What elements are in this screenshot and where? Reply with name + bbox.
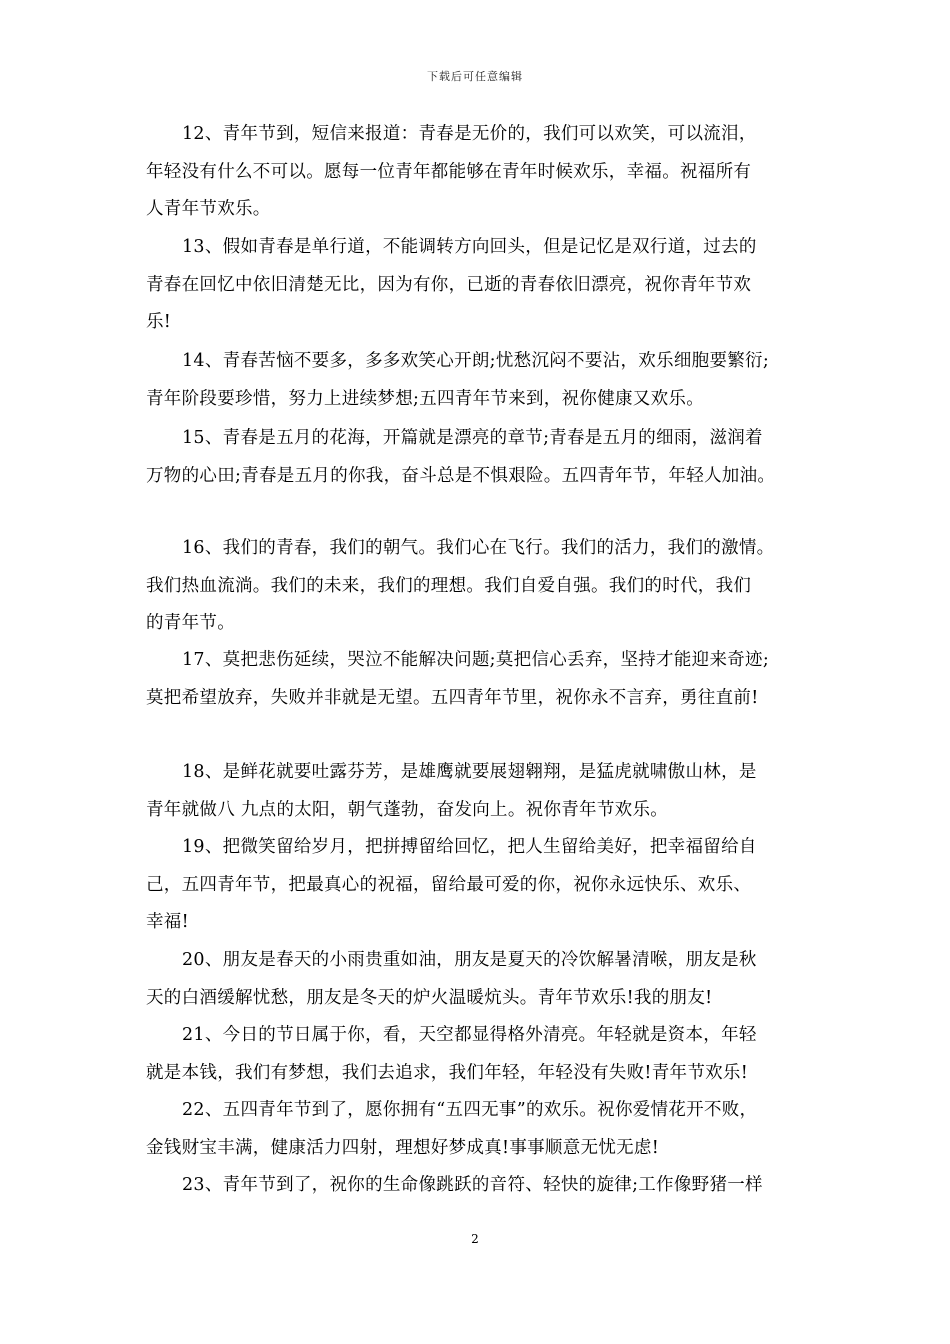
text-line: 14、青春苦恼不要多，多多欢笑心开朗;忧愁沉闷不要沾，欢乐细胞要繁衍; — [182, 351, 770, 371]
text-line: 青年阶段要珍惜，努力上进续梦想;五四青年节来到，祝你健康又欢乐。 — [146, 388, 704, 409]
text-line: 年轻没有什么不可以。愿每一位青年都能够在青年时候欢乐，幸福。祝福所有 — [146, 161, 752, 182]
text-line: 金钱财宝丰满，健康活力四射，理想好梦成真!事事顺意无忧无虑! — [146, 1137, 660, 1158]
paragraph — [146, 829, 826, 942]
paragraph — [146, 754, 826, 829]
text-line: 19、把微笑留给岁月，把拼搏留给回忆，把人生留给美好，把幸福留给自 — [182, 837, 757, 857]
text-line: 我们热血流淌。我们的未来，我们的理想。我们自爱自强。我们的时代，我们 — [146, 575, 752, 596]
text-line: 的青年节。 — [146, 613, 235, 633]
page-number: 2 — [471, 1232, 479, 1246]
paragraph — [146, 420, 826, 495]
text-line: 16、我们的青春，我们的朝气。我们心在飞行。我们的活力，我们的激情。 — [182, 538, 775, 558]
text-line: 万物的心田;青春是五月的你我，奋斗总是不惧艰险。五四青年节，年轻人加油。 — [146, 465, 776, 486]
text-line: 莫把希望放弃，失败并非就是无望。五四青年节里，祝你永不言弃，勇往直前! — [146, 687, 759, 708]
paragraph — [146, 229, 826, 342]
text-line: 17、莫把悲伤延续，哭泣不能解决问题;莫把信心丢弃，坚持才能迎来奇迹; — [182, 650, 770, 670]
text-line: 人青年节欢乐。 — [146, 199, 271, 219]
paragraph — [146, 530, 826, 643]
text-line: 23、青年节到了，祝你的生命像跳跃的音符、轻快的旋律;工作像野猪一样 — [182, 1175, 763, 1195]
paragraph — [146, 116, 826, 229]
text-line: 乐! — [146, 312, 172, 332]
text-line: 12、青年节到，短信来报道：青春是无价的，我们可以欢笑，可以流泪， — [182, 124, 757, 144]
text-line: 青春在回忆中依旧清楚无比，因为有你，已逝的青春依旧漂亮，祝你青年节欢 — [146, 274, 752, 295]
page-header: 下载后可任意编辑 — [427, 70, 523, 83]
text-line: 18、是鲜花就要吐露芬芳，是雄鹰就要展翅翱翔，是猛虎就啸傲山林，是 — [182, 762, 757, 782]
text-line: 22、五四青年节到了，愿你拥有“五四无事”的欢乐。祝你爱情花开不败， — [182, 1100, 758, 1120]
text-line: 就是本钱，我们有梦想，我们去追求，我们年轻，年轻没有失败!青年节欢乐! — [146, 1062, 749, 1083]
paragraph — [146, 1092, 826, 1167]
paragraph — [146, 343, 826, 418]
text-line: 21、今日的节日属于你，看，天空都显得格外清亮。年轻就是资本，年轻 — [182, 1025, 757, 1045]
text-line: 幸福! — [146, 912, 189, 932]
text-line: 天的白酒缓解忧愁，朋友是冬天的炉火温暖炕头。青年节欢乐!我的朋友! — [146, 987, 713, 1008]
paragraph — [146, 642, 826, 717]
paragraph — [146, 942, 826, 1017]
text-line: 15、青春是五月的花海，开篇就是漂亮的章节;青春是五月的细雨，滋润着 — [182, 428, 763, 448]
text-line: 己，五四青年节，把最真心的祝福，留给最可爱的你，祝你永远快乐、欢乐、 — [146, 874, 752, 895]
paragraph — [146, 1167, 826, 1205]
text-line: 13、假如青春是单行道，不能调转方向回头，但是记忆是双行道，过去的 — [182, 237, 757, 257]
paragraph — [146, 1017, 826, 1092]
text-line: 20、朋友是春天的小雨贵重如油，朋友是夏天的冷饮解暑清喉，朋友是秋 — [182, 950, 757, 970]
text-line: 青年就做八 九点的太阳，朝气蓬勃，奋发向上。祝你青年节欢乐。 — [146, 799, 669, 820]
